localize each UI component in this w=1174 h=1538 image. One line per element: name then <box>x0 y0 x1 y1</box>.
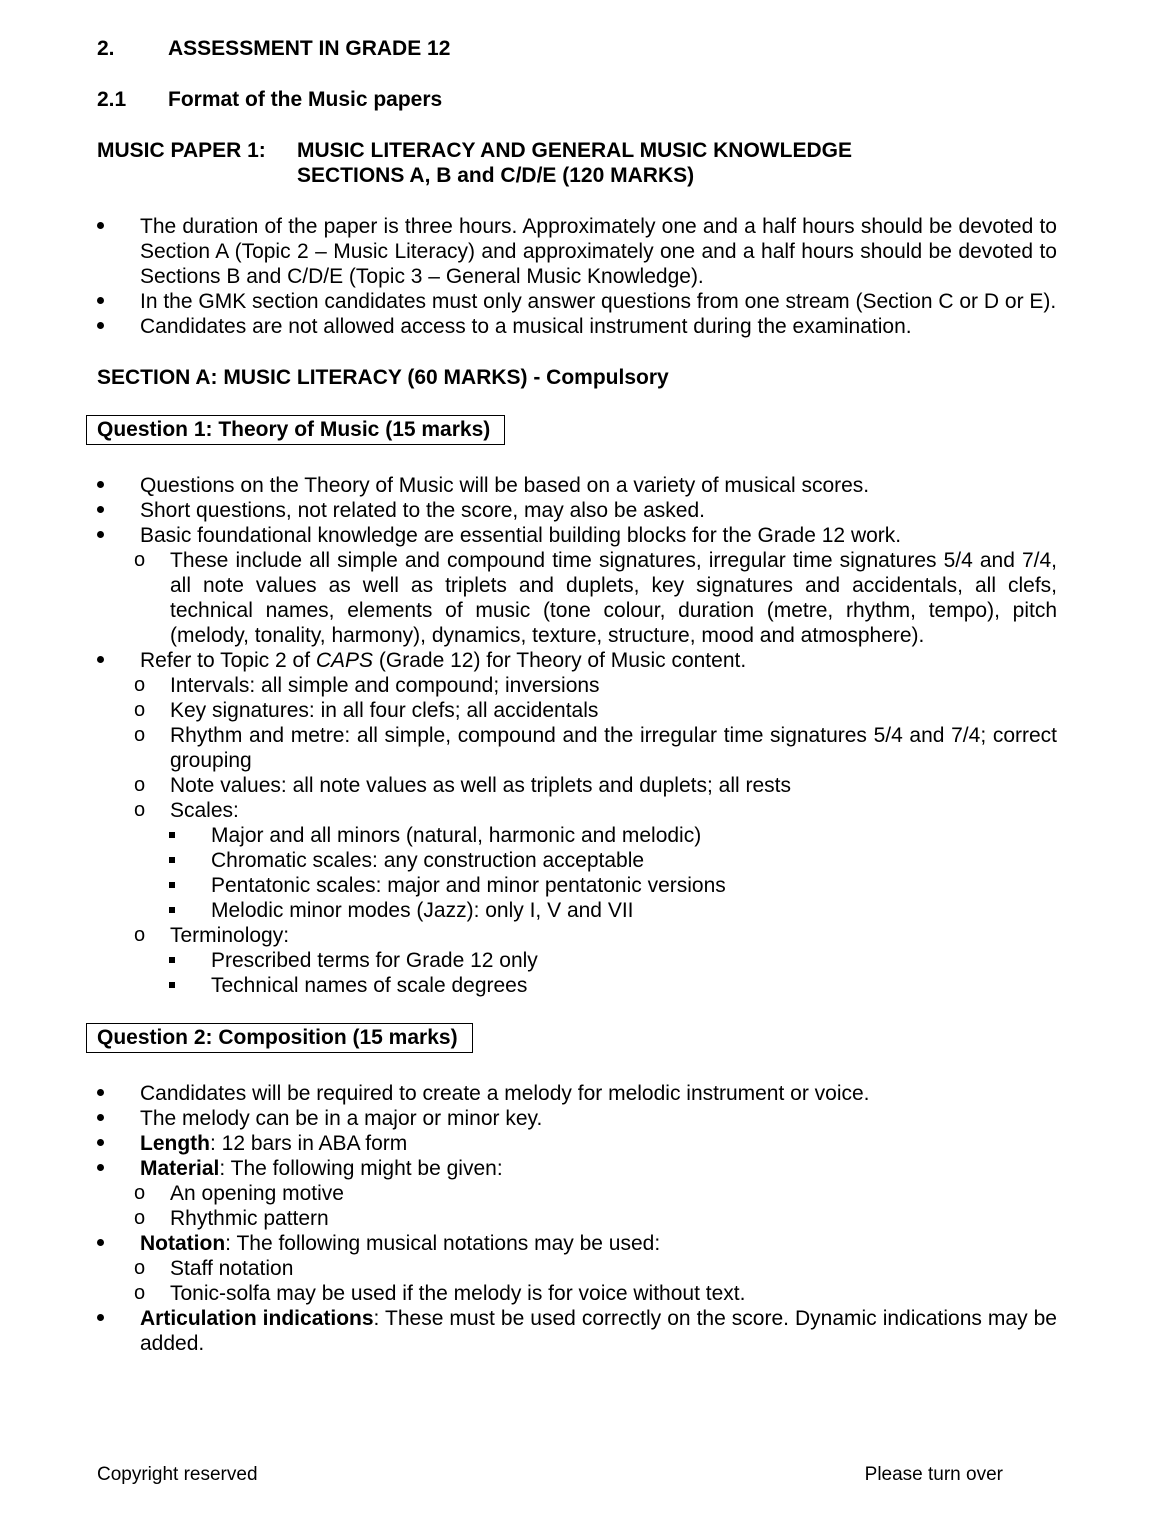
list-item: Candidates will be required to create a melody for melodic instrument or voice. <box>97 1081 1057 1106</box>
list-item: o Tonic-solfa may be used if the melody is for voice without text. <box>134 1282 746 1305</box>
section-heading <box>97 36 1057 61</box>
section-title: ASSESSMENT IN GRADE 12 <box>168 37 451 60</box>
square-bullet-icon <box>169 857 175 863</box>
document-page <box>97 36 1057 1356</box>
list-item: o An opening motive <box>134 1182 344 1205</box>
list-item: o Key signatures: in all four clefs; all accidentals <box>134 699 599 722</box>
bullet-icon <box>97 531 104 538</box>
list-item: Articulation indications: These must be used correctly on the score. Dynamic indications may be added. <box>97 1306 1057 1356</box>
list-item: Questions on the Theory of Music will be based on a variety of musical scores. <box>97 473 1057 498</box>
circle-bullet-icon: o <box>134 1207 146 1229</box>
bullet-icon <box>97 222 104 229</box>
circle-bullet-icon: o <box>134 924 146 946</box>
list-item: Prescribed terms for Grade 12 only <box>97 948 1057 973</box>
circle-bullet-icon: o <box>134 549 146 571</box>
footer-turn-over: Please turn over <box>864 1464 1003 1485</box>
list-item: Pentatonic scales: major and minor pentatonic versions <box>97 873 1057 898</box>
list-item: Major and all minors (natural, harmonic and melodic) <box>97 823 1057 848</box>
list-item: o Terminology: <box>134 924 290 947</box>
list-item: o These include all simple and compound time signatures, irregular time signatures 5/4 and 7/4, all note values as well as triplets and duplets, key signatures and accidentals, all clefs, technical names, elements of music (tone colour, duration (metre, rhythm, tempo), pitch (melody, tonality, harmony), dynamics, texture, structure, mood and atmosphere). <box>134 549 1057 647</box>
bullet-icon <box>97 481 104 488</box>
square-bullet-icon <box>169 832 175 838</box>
list-item: Refer to Topic 2 of CAPS (Grade 12) for Theory of Music content. <box>97 648 1057 673</box>
question1-heading: Question 1: Theory of Music (15 marks) <box>86 415 505 445</box>
circle-bullet-icon: o <box>134 699 146 721</box>
list-item: Technical names of scale degrees <box>97 973 1057 998</box>
bullet-icon <box>97 297 104 304</box>
paper1-heading <box>97 138 1057 188</box>
bullet-icon <box>97 1139 104 1146</box>
bullet-icon <box>97 322 104 329</box>
question1-list <box>97 473 1057 998</box>
list-item: o Note values: all note values as well as triplets and duplets; all rests <box>134 774 791 797</box>
bullet-icon <box>97 656 104 663</box>
question2-list <box>97 1081 1057 1356</box>
circle-bullet-icon: o <box>134 799 146 821</box>
subsection-number: 2.1 <box>97 88 127 111</box>
section-a-heading: SECTION A: MUSIC LITERACY (60 MARKS) - Compulsory <box>97 366 669 389</box>
list-item: Chromatic scales: any construction acceptable <box>97 848 1057 873</box>
list-item: Short questions, not related to the score, may also be asked. <box>97 498 1057 523</box>
paper-bullets <box>97 214 1057 339</box>
subsection-title: Format of the Music papers <box>168 88 443 111</box>
list-item: Candidates are not allowed access to a musical instrument during the examination. <box>97 314 1057 339</box>
list-item: Material: The following might be given: <box>97 1156 1057 1181</box>
list-item: Melodic minor modes (Jazz): only I, V and VII <box>97 898 1057 923</box>
list-item: Length: 12 bars in ABA form <box>97 1131 1057 1156</box>
circle-bullet-icon: o <box>134 1182 146 1204</box>
list-item: o Rhythmic pattern <box>134 1207 329 1230</box>
list-item: Basic foundational knowledge are essential building blocks for the Grade 12 work. <box>97 523 1057 548</box>
paper1-line2: SECTIONS A, B and C/D/E (120 MARKS) <box>297 164 695 187</box>
question2-heading: Question 2: Composition (15 marks) <box>86 1023 473 1053</box>
list-item: The duration of the paper is three hours. Approximately one and a half hours should be devoted to Section A (Topic 2 – Music Literacy) and approximately one and a half hours should be devoted to Sections B and C/D/E (Topic 3 – General Music Knowledge). <box>97 214 1057 289</box>
bullet-icon <box>97 506 104 513</box>
square-bullet-icon <box>169 957 175 963</box>
circle-bullet-icon: o <box>134 1282 146 1304</box>
circle-bullet-icon: o <box>134 674 146 696</box>
list-item: o Intervals: all simple and compound; inversions <box>134 674 600 697</box>
list-item: In the GMK section candidates must only answer questions from one stream (Section C or D or E). <box>97 289 1057 314</box>
page-footer <box>97 1462 1003 1487</box>
circle-bullet-icon: o <box>134 774 146 796</box>
paper1-line1: MUSIC LITERACY AND GENERAL MUSIC KNOWLEDGE <box>297 139 852 162</box>
list-item: The melody can be in a major or minor key. <box>97 1106 1057 1131</box>
section-number: 2. <box>97 37 115 60</box>
square-bullet-icon <box>169 882 175 888</box>
paper1-label: MUSIC PAPER 1: <box>97 139 266 162</box>
subsection-heading <box>97 87 1057 112</box>
bullet-icon <box>97 1089 104 1096</box>
list-item: o Staff notation <box>134 1257 294 1280</box>
circle-bullet-icon: o <box>134 724 146 746</box>
footer-copyright: Copyright reserved <box>97 1464 258 1485</box>
bullet-icon <box>97 1164 104 1171</box>
list-item: Notation: The following musical notations may be used: <box>97 1231 1057 1256</box>
list-item: o Scales: <box>134 799 239 822</box>
circle-bullet-icon: o <box>134 1257 146 1279</box>
bullet-icon <box>97 1239 104 1246</box>
bullet-icon <box>97 1314 104 1321</box>
list-item: o Rhythm and metre: all simple, compound and the irregular time signatures 5/4 and 7/4; correct grouping <box>134 724 1057 772</box>
square-bullet-icon <box>169 982 175 988</box>
square-bullet-icon <box>169 907 175 913</box>
bullet-icon <box>97 1114 104 1121</box>
